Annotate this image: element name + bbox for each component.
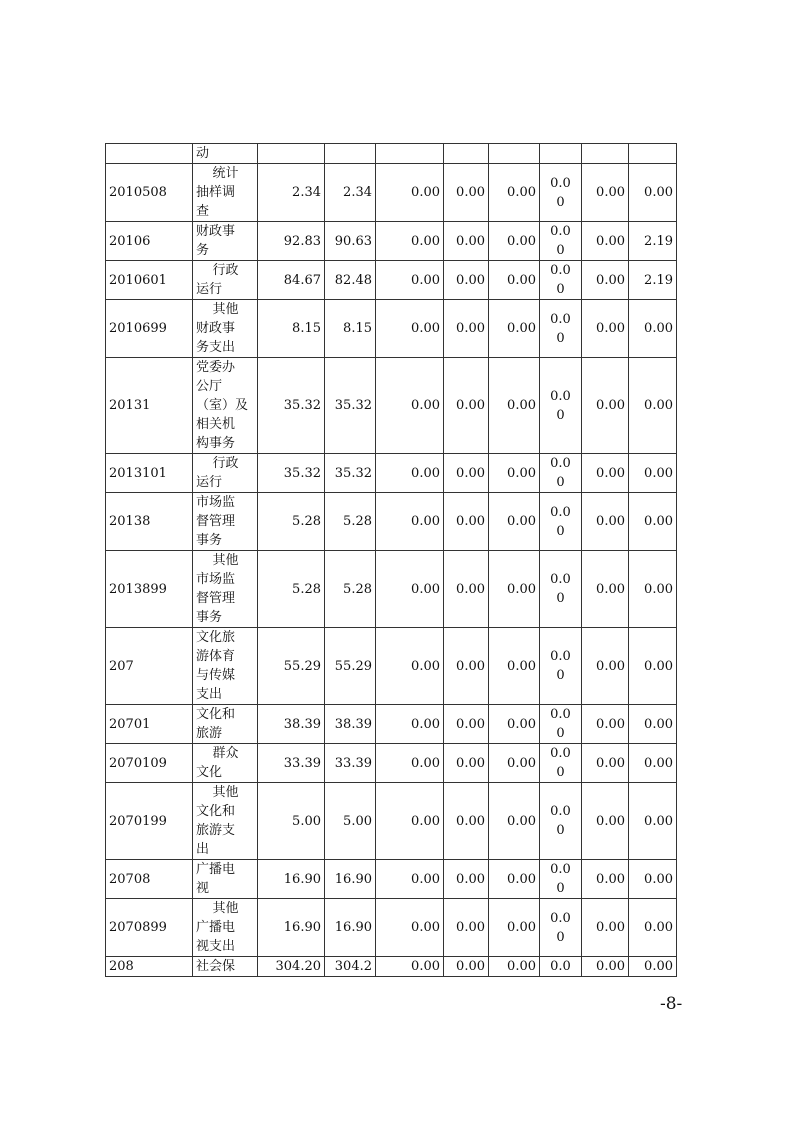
row-name-line: 统计 [196,166,239,181]
table-row [106,551,677,628]
value-cell-v6-line: 0.0 [550,707,571,722]
value-cell-v6-line: 0 [556,282,565,297]
row-name-cell [193,454,258,493]
value-cell-v5: 0.00 [489,957,540,977]
budget-table [105,143,677,977]
row-name-line: 督管理 [196,591,236,606]
row-name-line: 其他 [196,785,239,800]
value-cell-v6 [540,860,582,899]
value-cell-v5: 0.00 [489,705,540,744]
value-cell-v4: 0.00 [444,493,489,551]
row-name-line: 旅游 [196,726,223,741]
value-cell-v6-line: 0.0 [550,862,571,877]
value-cell-v6-line: 0 [556,243,565,258]
table-row [106,261,677,300]
row-name-line: 查 [196,204,210,219]
value-cell-v2: 5.28 [325,551,376,628]
row-name-line: 事务 [196,610,223,625]
value-cell-v6-line: 0 [556,591,565,606]
row-name-line: 行政 [196,456,239,471]
value-cell-v6-line: 0.0 [550,224,571,239]
value-cell-v6-line: 0 [556,823,565,838]
row-name-cell [193,493,258,551]
value-cell-v6 [540,628,582,705]
value-cell-v7: 0.00 [582,358,629,454]
row-name-cell [193,300,258,358]
row-code-cell: 20708 [106,860,193,899]
value-cell-v7: 0.00 [582,454,629,493]
value-cell-v6 [540,261,582,300]
value-cell-v6-line: 0 [556,765,565,780]
value-cell-v1: 2.34 [258,164,325,222]
value-cell-v3: 0.00 [376,957,444,977]
value-cell-v5: 0.00 [489,551,540,628]
value-cell-v3: 0.00 [376,705,444,744]
row-code-cell: 2010508 [106,164,193,222]
value-cell-v4 [444,144,489,164]
row-name-line: 运行 [196,282,223,297]
value-cell-v4: 0.00 [444,860,489,899]
value-cell-v7 [582,144,629,164]
value-cell-v5: 0.00 [489,493,540,551]
value-cell-v6-line: 0.0 [550,910,571,926]
value-cell-v7: 0.00 [582,628,629,705]
row-name-cell [193,957,258,977]
value-cell-v1: 5.00 [258,783,325,860]
page-number: -8- [660,994,683,1014]
row-name-line: 旅游支 [196,823,236,838]
value-cell-v6-line: 0.0 [550,649,571,664]
value-cell-v8: 0.00 [629,783,677,860]
value-cell-v6-line: 0 [556,475,565,490]
value-cell-v6-line: 0.0 [550,263,571,278]
value-cell-v1: 35.32 [258,358,325,454]
table-row [106,144,677,164]
value-cell-v4: 0.00 [444,300,489,358]
value-cell-v6 [540,164,582,222]
row-name-line: 群众 [196,746,239,761]
row-name-line: 广播电 [196,862,236,877]
table-row [106,860,677,899]
value-cell-v6-line: 0 [556,668,565,683]
value-cell-v3 [376,144,444,164]
value-cell-v6 [540,222,582,261]
value-cell-v1 [258,144,325,164]
value-cell-v6 [540,144,582,164]
row-code-cell: 2070109 [106,744,193,783]
row-name-cell [193,358,258,454]
row-name-line: 与传媒 [196,668,236,683]
value-cell-v7: 0.00 [582,222,629,261]
value-cell-v3: 0.00 [376,493,444,551]
value-cell-v6 [540,454,582,493]
row-name-cell [193,628,258,705]
value-cell-v8: 0.00 [629,551,677,628]
value-cell-v6-line: 0 [556,523,565,539]
value-cell-v4: 0.00 [444,957,489,977]
value-cell-v7: 0.00 [582,551,629,628]
value-cell-v3: 0.00 [376,300,444,358]
row-code-cell: 2070199 [106,783,193,860]
row-name-line: 事务 [196,533,223,548]
value-cell-v6-line: 0.0 [550,746,571,761]
value-cell-v6-line: 0 [556,330,565,346]
value-cell-v5: 0.00 [489,860,540,899]
row-name-line: 其他 [196,901,239,916]
row-code-cell: 2013101 [106,454,193,493]
row-name-line: 市场监 [196,572,236,587]
row-name-line: 务支出 [196,340,236,355]
value-cell-v2: 35.32 [325,358,376,454]
value-cell-v3: 0.00 [376,164,444,222]
value-cell-v2: 38.39 [325,705,376,744]
value-cell-v4: 0.00 [444,261,489,300]
value-cell-v6 [540,744,582,783]
value-cell-v2: 8.15 [325,300,376,358]
row-name-line: 督管理 [196,514,236,529]
table-row [106,164,677,222]
value-cell-v8: 0.00 [629,899,677,957]
value-cell-v8: 0.00 [629,628,677,705]
row-name-line: 游体育 [196,649,236,664]
row-name-line: 运行 [196,475,223,490]
row-code-cell: 20131 [106,358,193,454]
row-name-line: 视 [196,881,210,896]
row-name-line: 广播电 [196,920,236,935]
value-cell-v4: 0.00 [444,454,489,493]
value-cell-v5: 0.00 [489,783,540,860]
row-name-line: 务 [196,243,210,258]
row-name-cell [193,783,258,860]
value-cell-v6-line: 0 [556,194,565,210]
value-cell-v1: 92.83 [258,222,325,261]
row-name-line: 其他 [196,302,239,317]
value-cell-v2: 55.29 [325,628,376,705]
row-name-line: 出 [196,842,210,857]
row-name-line: 文化 [196,765,223,780]
row-name-cell [193,164,258,222]
value-cell-v3: 0.00 [376,783,444,860]
value-cell-v1: 84.67 [258,261,325,300]
value-cell-v4: 0.00 [444,744,489,783]
value-cell-v5: 0.00 [489,358,540,454]
value-cell-v5: 0.00 [489,261,540,300]
row-name-line: 支出 [196,687,223,702]
value-cell-v6 [540,493,582,551]
value-cell-v3: 0.00 [376,860,444,899]
value-cell-v7: 0.00 [582,783,629,860]
value-cell-v6-line: 0 [556,407,565,423]
value-cell-v8: 0.00 [629,454,677,493]
row-name-cell [193,144,258,164]
row-code-cell: 20106 [106,222,193,261]
value-cell-v6 [540,358,582,454]
row-name-line: 行政 [196,263,239,278]
table-row [106,705,677,744]
value-cell-v8: 0.00 [629,957,677,977]
value-cell-v1: 35.32 [258,454,325,493]
row-name-line: 视支出 [196,939,236,954]
value-cell-v6 [540,783,582,860]
table-row [106,300,677,358]
value-cell-v3: 0.00 [376,358,444,454]
value-cell-v4: 0.00 [444,783,489,860]
row-name-cell [193,899,258,957]
value-cell-v3: 0.00 [376,628,444,705]
table-row [106,744,677,783]
value-cell-v6 [540,957,582,977]
table-row [106,957,677,977]
value-cell-v1: 16.90 [258,860,325,899]
value-cell-v7: 0.00 [582,300,629,358]
table-row [106,493,677,551]
row-name-line: 公厅 [196,379,223,394]
row-code-cell: 208 [106,957,193,977]
value-cell-v6-line: 0 [556,726,565,741]
row-name-line: （室）及 [196,398,249,413]
value-cell-v7: 0.00 [582,957,629,977]
value-cell-v8: 0.00 [629,705,677,744]
row-name-line: 文化和 [196,804,236,819]
row-code-cell: 2010699 [106,300,193,358]
value-cell-v3: 0.00 [376,261,444,300]
value-cell-v6-line: 0 [556,929,565,945]
value-cell-v2: 5.00 [325,783,376,860]
value-cell-v8: 0.00 [629,164,677,222]
value-cell-v8: 0.00 [629,860,677,899]
value-cell-v5: 0.00 [489,164,540,222]
value-cell-v8: 2.19 [629,261,677,300]
row-name-line: 财政事 [196,224,236,239]
value-cell-v7: 0.00 [582,705,629,744]
row-name-line: 相关机 [196,417,236,432]
value-cell-v6-line: 0.0 [550,804,571,819]
value-cell-v6-line: 0.0 [550,388,571,404]
table-row [106,783,677,860]
table-body [106,144,677,977]
value-cell-v8: 2.19 [629,222,677,261]
value-cell-v6-line: 0 [556,881,565,896]
value-cell-v5: 0.00 [489,300,540,358]
row-name-cell [193,860,258,899]
value-cell-v3: 0.00 [376,744,444,783]
value-cell-v3: 0.00 [376,222,444,261]
value-cell-v6-line: 0.0 [550,456,571,471]
value-cell-v8: 0.00 [629,744,677,783]
row-name-line: 文化旅 [196,630,236,645]
value-cell-v1: 16.90 [258,899,325,957]
row-code-cell: 207 [106,628,193,705]
value-cell-v8: 0.00 [629,493,677,551]
value-cell-v4: 0.00 [444,358,489,454]
row-name-line: 社会保 [196,959,236,974]
value-cell-v5: 0.00 [489,454,540,493]
value-cell-v3: 0.00 [376,454,444,493]
value-cell-v5: 0.00 [489,744,540,783]
value-cell-v2: 2.34 [325,164,376,222]
value-cell-v4: 0.00 [444,628,489,705]
value-cell-v6-line: 0.0 [550,504,571,520]
value-cell-v5: 0.00 [489,628,540,705]
row-name-cell [193,261,258,300]
value-cell-v2: 33.39 [325,744,376,783]
value-cell-v4: 0.00 [444,705,489,744]
value-cell-v3: 0.00 [376,551,444,628]
value-cell-v6 [540,705,582,744]
row-name-line: 市场监 [196,495,236,510]
value-cell-v4: 0.00 [444,222,489,261]
value-cell-v1: 5.28 [258,551,325,628]
value-cell-v6-line: 0.0 [550,572,571,587]
row-code-cell: 2070899 [106,899,193,957]
row-code-cell [106,144,193,164]
value-cell-v1: 55.29 [258,628,325,705]
value-cell-v7: 0.00 [582,860,629,899]
value-cell-v4: 0.00 [444,551,489,628]
value-cell-v7: 0.00 [582,493,629,551]
row-name-line: 动 [196,146,210,161]
row-name-cell [193,551,258,628]
value-cell-v2: 35.32 [325,454,376,493]
row-name-line: 其他 [196,553,239,568]
value-cell-v2: 16.90 [325,899,376,957]
value-cell-v2: 5.28 [325,493,376,551]
row-name-line: 抽样调 [196,185,236,200]
value-cell-v1: 8.15 [258,300,325,358]
value-cell-v6-line: 0.0 [550,175,571,191]
table-row [106,899,677,957]
table-row [106,222,677,261]
value-cell-v2: 82.48 [325,261,376,300]
value-cell-v1: 38.39 [258,705,325,744]
value-cell-v6-line: 0.0 [550,311,571,327]
row-name-cell [193,744,258,783]
row-name-line: 党委办 [196,360,236,375]
row-code-cell: 2013899 [106,551,193,628]
value-cell-v7: 0.00 [582,744,629,783]
value-cell-v5: 0.00 [489,222,540,261]
value-cell-v4: 0.00 [444,164,489,222]
value-cell-v6 [540,300,582,358]
value-cell-v2 [325,144,376,164]
value-cell-v8: 0.00 [629,300,677,358]
row-code-cell: 20701 [106,705,193,744]
value-cell-v4: 0.00 [444,899,489,957]
value-cell-v2: 90.63 [325,222,376,261]
table-row [106,358,677,454]
value-cell-v6 [540,899,582,957]
value-cell-v5: 0.00 [489,899,540,957]
value-cell-v5 [489,144,540,164]
value-cell-v3: 0.00 [376,899,444,957]
row-name-cell [193,705,258,744]
table-row [106,454,677,493]
value-cell-v2: 304.2 [325,957,376,977]
value-cell-v2: 16.90 [325,860,376,899]
value-cell-v8 [629,144,677,164]
row-name-line: 构事务 [196,436,236,451]
value-cell-v6 [540,551,582,628]
value-cell-v1: 304.20 [258,957,325,977]
value-cell-v8: 0.00 [629,358,677,454]
row-code-cell: 2010601 [106,261,193,300]
value-cell-v1: 5.28 [258,493,325,551]
value-cell-v7: 0.00 [582,261,629,300]
table-row [106,628,677,705]
value-cell-v7: 0.00 [582,899,629,957]
row-code-cell: 20138 [106,493,193,551]
row-name-cell [193,222,258,261]
row-name-line: 文化和 [196,707,236,722]
value-cell-v7: 0.00 [582,164,629,222]
row-name-line: 财政事 [196,321,236,336]
value-cell-v1: 33.39 [258,744,325,783]
value-cell-v6-line: 0.0 [550,959,571,974]
